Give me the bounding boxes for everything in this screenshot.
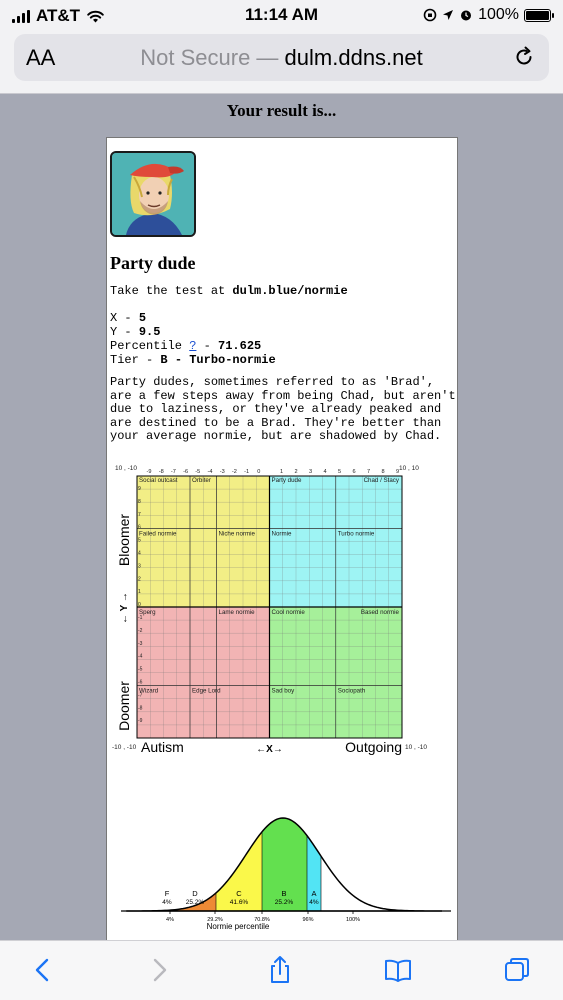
y-tick-label: -5 (138, 666, 143, 673)
x-tick-label: -6 (183, 469, 189, 475)
tier-grade-label: D (192, 889, 198, 898)
x-tick-label: 3 (308, 469, 313, 475)
percentile-help-link[interactable]: ? (189, 339, 197, 353)
y-tick-label: 7 (138, 511, 141, 518)
x-value: 5 (138, 311, 147, 325)
grid-cell-label: Chad / Stacy (363, 477, 399, 484)
grid-cell-label: Lame normie (218, 609, 255, 616)
percentile-stat (110, 339, 276, 353)
status-right (423, 6, 551, 24)
domain-label: dulm.ddns.net (284, 45, 423, 70)
y-tick-label: -2 (138, 627, 143, 634)
grid-cell-label: Social outcast (139, 477, 178, 484)
grid-cell-label: Normie (271, 530, 292, 538)
quadrant-chart (107, 458, 459, 763)
corner-top-right: 10 , 10 (399, 465, 419, 472)
tier-percent-label: 25.2% (274, 899, 294, 906)
corner-bottom-left: -10 , -10 (112, 744, 137, 751)
x-tick-label: -1 (244, 469, 250, 475)
y-stat (110, 325, 276, 339)
grid-cell-label: Orbiter (192, 477, 211, 484)
x-tick-label: -9 (146, 469, 152, 475)
percentile-value: 71.625 (218, 339, 262, 353)
x-stat (110, 311, 276, 325)
take-test-prefix: Take the test at (110, 284, 226, 298)
text-size-label: AA (26, 45, 56, 70)
grid-cell-label: Party dude (271, 477, 302, 484)
stats-block (110, 311, 276, 367)
bookmarks-icon[interactable] (383, 955, 413, 985)
alarm-icon (459, 8, 473, 22)
y-tick-label: -9 (138, 718, 143, 725)
axis-label-autism: Autism (141, 739, 184, 755)
y-label: Y - (110, 325, 139, 339)
orientation-lock-icon (423, 8, 437, 22)
y-tick-label: 9 (138, 486, 141, 492)
x-tick-label: 6 (352, 469, 356, 475)
battery-percent: 100% (478, 6, 519, 23)
x-tick-label: 1 (279, 469, 284, 475)
corner-bottom-right: 10 , -10 (405, 744, 428, 751)
x-tick-label: 5 (337, 469, 342, 475)
y-tick-label: -7 (138, 692, 143, 699)
grid-cell-label: Sad boy (271, 687, 295, 695)
tier-stat (110, 353, 276, 367)
tabs-icon[interactable] (502, 955, 532, 985)
bell-tick-label: 100% (345, 917, 361, 923)
x-tick-label: -3 (219, 469, 225, 475)
y-tick-label: 2 (138, 576, 141, 583)
y-tick-label: -4 (138, 653, 143, 660)
x-tick-label: -2 (231, 469, 237, 475)
tier-grade-label: A (311, 889, 317, 898)
y-axis-arrow: ← Y → (119, 592, 130, 624)
y-tick-label: 5 (138, 537, 141, 544)
grid-cell-label: Failed normie (139, 530, 177, 538)
x-tick-label: 9 (395, 469, 400, 475)
tier-grade-label: C (236, 889, 242, 898)
back-icon[interactable] (28, 955, 58, 985)
corner-top-left: 10 , -10 (115, 465, 138, 472)
tier-grade-label: B (281, 889, 287, 898)
browser-address-area (0, 30, 563, 94)
grid-cell-label: Sperg (139, 609, 156, 616)
x-label: X - (110, 311, 139, 325)
y-tick-label: 6 (138, 524, 141, 531)
bell-curve-chart (107, 808, 459, 933)
percentile-separator: - (196, 339, 219, 353)
result-description: Party dudes, sometimes referred to as 'Brad', are a few steps away from being Chad, but aren't due to laziness, or they've already peaked and are destined to be a Brad. They're better than your average normie, but are shadowed by Chad. (110, 375, 456, 443)
take-test-line (110, 284, 348, 298)
grid-cell-label: Edge Lord (192, 687, 221, 695)
result-name: Party dude (110, 253, 196, 273)
bell-xlabel: Normie percentile (206, 922, 270, 931)
x-axis-arrow: ←X→ (256, 744, 283, 755)
bell-tier-fill (321, 808, 442, 911)
status-bar (0, 0, 563, 30)
x-tick-label: 4 (323, 469, 327, 475)
y-tick-label: -3 (138, 640, 143, 647)
carrier-label: AT&T (36, 6, 81, 25)
text-size-button[interactable] (26, 45, 55, 71)
percentile-label: Percentile (110, 339, 190, 353)
y-tick-label: 4 (138, 550, 141, 557)
url-field[interactable] (74, 45, 489, 71)
bell-tick-label: 4% (166, 917, 174, 923)
tier-percent-label: 41.6% (229, 899, 249, 906)
axis-label-bloomer: Bloomer (116, 513, 132, 567)
bell-tick-label: 96% (302, 917, 314, 923)
page-title: Your result is... (226, 101, 337, 120)
x-tick-label: 2 (294, 469, 298, 475)
avatar (110, 151, 196, 237)
grid-cell-label: Sociopath (337, 687, 366, 695)
x-tick-label: -7 (170, 469, 176, 475)
y-tick-label: 1 (138, 589, 141, 596)
y-tick-label: 3 (138, 563, 141, 570)
share-icon[interactable] (265, 955, 295, 985)
result-card (106, 137, 458, 945)
tier-percent-label: 4% (309, 899, 319, 906)
tier-label: Tier - (110, 353, 161, 367)
x-tick-label: 7 (366, 469, 371, 475)
x-tick-label: 0 (257, 469, 261, 475)
axis-label-doomer: Doomer (116, 681, 132, 731)
y-tick-label: 0 (138, 602, 141, 609)
axis-label-outgoing: Outgoing (345, 739, 402, 755)
location-icon (442, 9, 454, 21)
grid-cell-label: Based normie (360, 609, 399, 616)
y-value: 9.5 (138, 325, 161, 339)
grid-cell-label: Niche normie (218, 530, 255, 538)
tier-percent-label: 4% (162, 899, 172, 906)
grid-cell-label: Wizard (139, 687, 159, 695)
y-tick-label: -6 (138, 679, 143, 686)
not-secure-label: Not Secure — (140, 45, 279, 70)
bell-tick-label: 70.8% (254, 917, 270, 923)
grid-cell-label: Turbo normie (337, 530, 375, 538)
tier-percent-label: 25.2% (185, 899, 205, 906)
forward-icon[interactable] (144, 955, 174, 985)
tier-value: B - Turbo-normie (160, 353, 276, 367)
tier-grade-label: F (164, 889, 170, 898)
x-tick-label: 8 (381, 469, 385, 475)
x-tick-label: -4 (207, 469, 213, 475)
browser-toolbar (0, 940, 563, 1000)
test-url: dulm.blue/normie (232, 284, 348, 298)
y-tick-label: 8 (138, 498, 141, 505)
clock: 11:14 AM (244, 5, 319, 24)
x-tick-label: -5 (195, 469, 201, 475)
x-tick-label: -8 (158, 469, 164, 475)
bell-tick-label: 29.2% (207, 917, 223, 923)
y-tick-label: -8 (138, 705, 143, 712)
address-bar[interactable] (14, 34, 549, 81)
battery-icon (524, 9, 551, 22)
grid-cell-label: Cool normie (271, 609, 305, 616)
reload-icon[interactable] (513, 46, 535, 68)
y-tick-label: -1 (138, 615, 143, 621)
